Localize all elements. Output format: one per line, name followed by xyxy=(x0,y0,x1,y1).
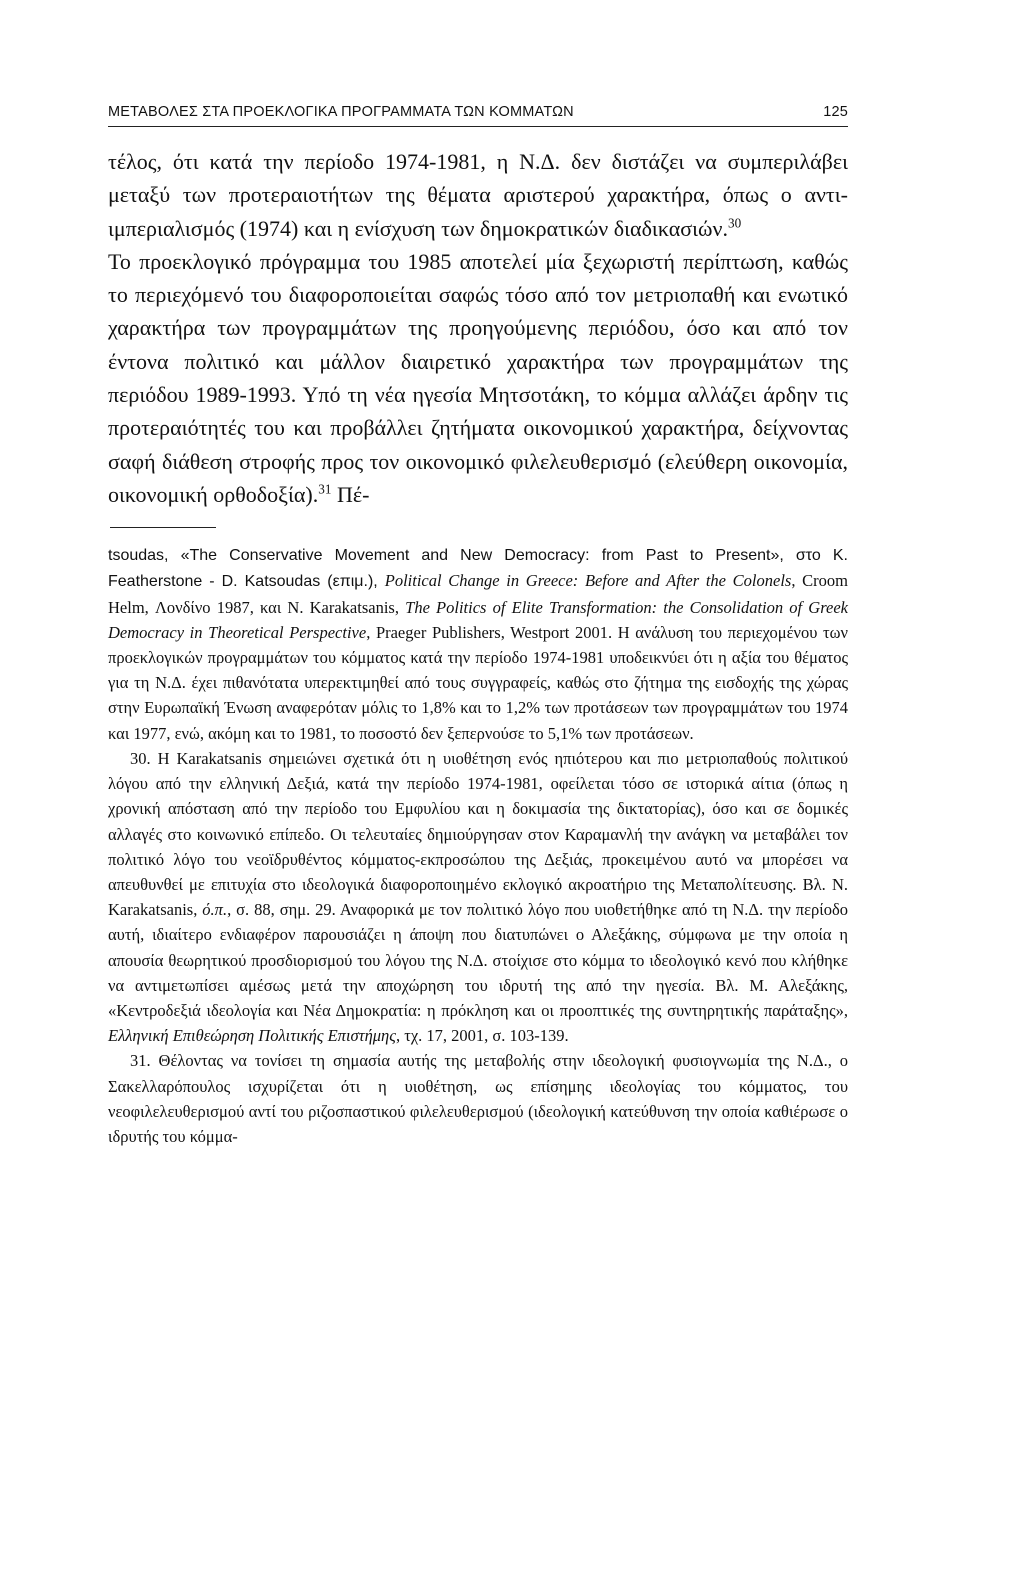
running-header xyxy=(108,104,848,127)
page-number: 125 xyxy=(823,104,848,120)
footnote-text: , τχ. 17, 2001, σ. 103-139. xyxy=(395,1026,569,1046)
paragraph-text: τέλος, ότι κατά την περίοδο 1974-1981, η Ν.Δ. δεν διστάζει να συμπεριλάβει μεταξύ των προτεραιοτήτων της θέματα αριστερού χαρακτήρα, όπως ο αντι-ιμπεριαλισμός (1974) και η ενίσχυση των δημοκρατικών διαδικασιών. xyxy=(108,149,848,241)
footnote-text: 31. Θέλοντας να τονίσει τη σημασία αυτής της μεταβολής στην ιδεολογική φυσιογνωμία της Ν.Δ., ο Σακελλαρόπουλος ισχυρίζεται ότι η υιοθέτηση, ως επίσημης ιδεολογίας του κόμματος, του νεοφιλελευθερισμού αντί του ριζοσπαστικού φιλελευθερισμού (ιδεολογική κατεύθυνση την οποία καθιέρωσε ο ιδρυτής του κόμμα- xyxy=(108,1051,848,1146)
paragraph xyxy=(108,245,848,511)
footnotes xyxy=(108,542,848,1149)
footnote-separator xyxy=(110,527,216,528)
footnote-text: , σ. 88, σημ. 29. Αναφορικά με τον πολιτικό λόγο που υιοθετήθηκε από τη Ν.Δ. την περίοδο αυτή, ιδιαίτερο ενδιαφέρον παρουσιάζει η άποψη που διατυπώνει ο Αλεξάκης, σύμφωνα με την οποία η απουσία θεωρητικού προσδιορισμού του λόγου της Ν.Δ. στοίχισε στο κόμμα το ιδεολογικό κενό που κλήθηκε να αντιμετωπίσει αμέσως μετά την αποχώρηση του ιδρυτή της από την ηγεσία. Βλ. Μ. Αλεξάκης, «Κεντροδεξιά ιδεολογία και Νέα Δημοκρατία: η πρόκληση και οι προοπτικές της συντηρητικής παράταξης», xyxy=(108,900,848,1020)
journal-title: Ελληνική Επιθεώρηση Πολιτικής Επιστήμης xyxy=(108,1026,396,1046)
book-title: Political Change in Greece: Before and After the Colonels xyxy=(384,571,792,591)
book-page xyxy=(108,104,848,1149)
footnote-31 xyxy=(108,1048,848,1149)
footnote-text: , Croom Helm, Λονδίνο 1987, και N. Karakatsanis, xyxy=(108,571,849,617)
abbreviation: ό.π. xyxy=(202,900,228,920)
running-title: ΜΕΤΑΒΟΛΕΣ ΣΤΑ ΠΡΟΕΚΛΟΓΙΚΑ ΠΡΟΓΡΑΜΜΑΤΑ ΤΩΝ ΚΟΜΜΑΤΩΝ xyxy=(108,104,574,120)
footnote-ref: 30 xyxy=(727,215,742,231)
paragraph-tail: Πέ- xyxy=(331,481,370,507)
footnote-text: , Praeger Publishers, Westport 2001. Η ανάλυση του περιεχομένου των προεκλογικών προγραμμάτων του κόμματος κατά την περίοδο 1974-1981 υποδεικνύει ότι η αξία του θέματος για τη Ν.Δ. έχει πιθανότατα υπερεκτιμηθεί από τους συγγραφείς, καθώς στο ζήτημα της εισδοχής της χώρας στην Ευρωπαϊκή Ένωση αναφερόταν μόλις το 1,8% και το 1,2% των προτάσεων των προγραμμάτων του 1974 και 1977, ενώ, ακόμη και το 1981, το ποσοστό δεν ξεπερνούσε το 5,1% των προτάσεων. xyxy=(108,622,849,743)
main-text xyxy=(108,145,848,511)
footnote-30 xyxy=(108,746,848,1048)
paragraph xyxy=(108,145,848,245)
footnote-text: tsoudas, «The Conservative Movement and New Democracy: from Past to Present», στο K. Featherstone - D. Katsoudas (επιμ.), xyxy=(108,547,848,591)
paragraph-text: Το προεκλογικό πρόγραμμα του 1985 αποτελεί μία ξεχωριστή περίπτωση, καθώς το περιεχόμενό του διαφοροποιείται σαφώς τόσο από τον μετριοπαθή και ενωτικό χαρακτήρα των προγραμμάτων της προηγούμενης περιόδου, όσο και από τον έντονα πολιτικό και μάλλον διαιρετικό χαρακτήρα των προγραμμάτων της περιόδου 1989-1993. Υπό τη νέα ηγεσία Μητσοτάκη, το κόμμα αλλάζει άρδην τις προτεραιότητές του και προβάλλει ζητήματα οικονομικού χαρακτήρα, δείχνοντας σαφή διάθεση στροφής προς τον οικονομικό φιλελευθερισμό (ελεύθερη οικονομία, οικονομική ορθοδοξία). xyxy=(108,248,848,507)
footnote-ref: 31 xyxy=(318,481,332,497)
footnote-continuation xyxy=(108,542,848,746)
book-title: The Politics of Elite Transformation: the Consolidation of Greek Democracy in Theoretical Perspective xyxy=(108,597,848,642)
footnote-text: 30. Η Karakatsanis σημειώνει σχετικά ότι η υιοθέτηση ενός ηπιότερου και πιο μετριοπαθούς πολιτικού λόγου από την ελληνική Δεξιά, κατά την περίοδο 1974-1981, οφείλεται τόσο σε ιστορικά αίτια (όπως η χρονική απόσταση από την περίοδο του Εμφυλίου και η δοκιμασία της δικτατορίας), όσο και σε δομικές αλλαγές στο κοινωνικό επίπεδο. Οι τελευταίες δημιούργησαν στον Καραμανλή την ανάγκη να μεταβάλει τον πολιτικό λόγο του νεοϊδρυθέντος κόμματος-εκπροσώπου της Δεξιάς, προκειμένου αυτό να μπορέσει να απευθυνθεί με επιτυχία στο ιδεολογικά διαφοροποιημένο εκλογικό ακροατήριο της Μεταπολίτευσης. Βλ. N. Karakatsanis, xyxy=(108,748,848,920)
